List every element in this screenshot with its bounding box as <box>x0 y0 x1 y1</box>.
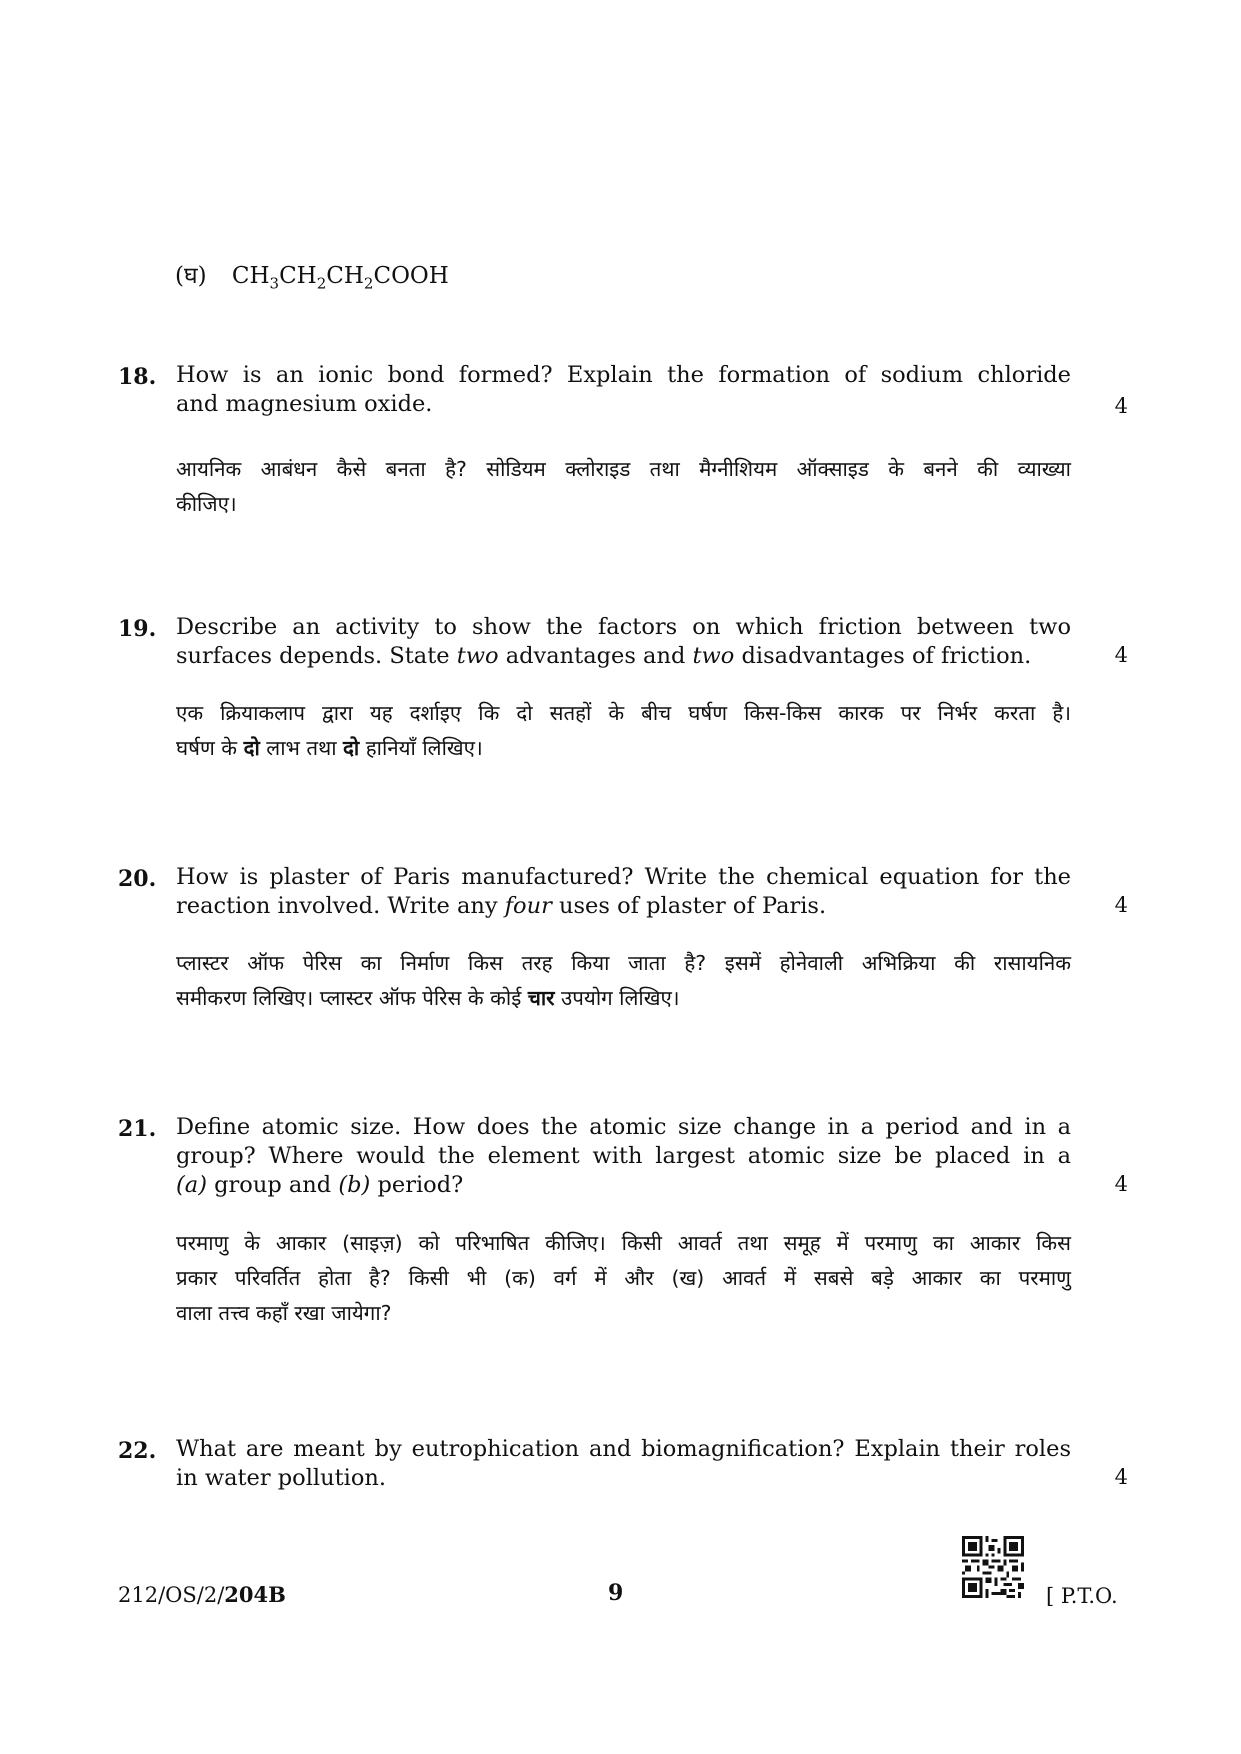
question-number: 22. <box>118 1438 157 1464</box>
please-turn-over: [ P.T.O. <box>1046 1584 1118 1608</box>
question-text-english: Define atomic size. How does the atomic size change in a period and in a group? Where would the element with largest atomic size be placed in a (a) group and (b) period? <box>176 1114 1071 1198</box>
question-number: 21. <box>118 1116 157 1142</box>
question-text-english: What are meant by eutrophication and biomagnification? Explain their roles in water pollution. <box>176 1436 1071 1491</box>
option-label: (घ) <box>175 263 207 289</box>
marks: 4 <box>1114 1172 1128 1196</box>
marks: 4 <box>1114 643 1128 667</box>
question-number: 19. <box>118 616 157 642</box>
question-19-line-2: surfaces depends. State two advantages and two disadvantages of friction. <box>176 643 1032 669</box>
question-text-hindi: आयनिक आबंधन कैसे बनता है? सोडियम क्लोराइड तथा मैग्नीशियम ऑक्साइड के बनने की व्याख्या कीजिए। <box>176 457 1071 516</box>
question-text-hindi: एक क्रियाकलाप द्वारा यह दर्शाइए कि दो सतहों के बीच घर्षण किस-किस कारक पर निर्भर करता है। घर्षण के दो लाभ तथा दो हानियाँ लिखिए। <box>176 696 1071 766</box>
previous-question-option <box>175 258 449 293</box>
question-20-line-2: reaction involved. Write any four uses of plaster of Paris. <box>176 893 827 919</box>
question-21-line-3: (a) group and (b) period? <box>176 1172 464 1198</box>
question-20-hindi-line-2: समीकरण लिखिए। प्लास्टर ऑफ पेरिस के कोई चार उपयोग लिखिए। <box>176 986 680 1010</box>
paper-code: 212/OS/2/204B <box>118 1582 286 1607</box>
marks: 4 <box>1114 394 1128 418</box>
page-number: 9 <box>608 1580 624 1606</box>
question-text-english: How is plaster of Paris manufactured? Write the chemical equation for the reaction involved. Write any four uses of plaster of Paris. <box>176 864 1071 919</box>
marks: 4 <box>1114 1465 1128 1489</box>
question-text-hindi: प्लास्टर ऑफ पेरिस का निर्माण किस तरह किया जाता है? इसमें होनेवाली अभिक्रिया की रासायनिक समीकरण लिखिए। प्लास्टर ऑफ पेरिस के कोई चार उपयोग लिखिए। <box>176 946 1071 1016</box>
option-formula: $CH_3CH_2CH_2COOH$ <box>231 263 449 293</box>
question-text-english: Describe an activity to show the factors on which friction between two surfaces depends. State two advantages and two disadvantages of friction. <box>176 614 1071 669</box>
question-text-english: How is an ionic bond formed? Explain the formation of sodium chloride and magnesium oxide. <box>176 362 1071 417</box>
question-number: 20. <box>118 866 157 892</box>
marks: 4 <box>1114 893 1128 917</box>
qr-code-icon <box>962 1536 1024 1598</box>
question-19-hindi-line-2: घर्षण के दो लाभ तथा दो हानियाँ लिखिए। <box>176 736 483 760</box>
question-number: 18. <box>118 364 157 390</box>
question-text-hindi: परमाणु के आकार (साइज़) को परिभाषित कीजिए। किसी आवर्त तथा समूह में परमाणु का आकार किस प्रकार परिवर्तित होता है? किसी भी (क) वर्ग में और (ख) आवर्त में सबसे बड़े आकार का परमाणु वाला तत्त्व कहाँ रखा जायेगा? <box>176 1231 1071 1325</box>
